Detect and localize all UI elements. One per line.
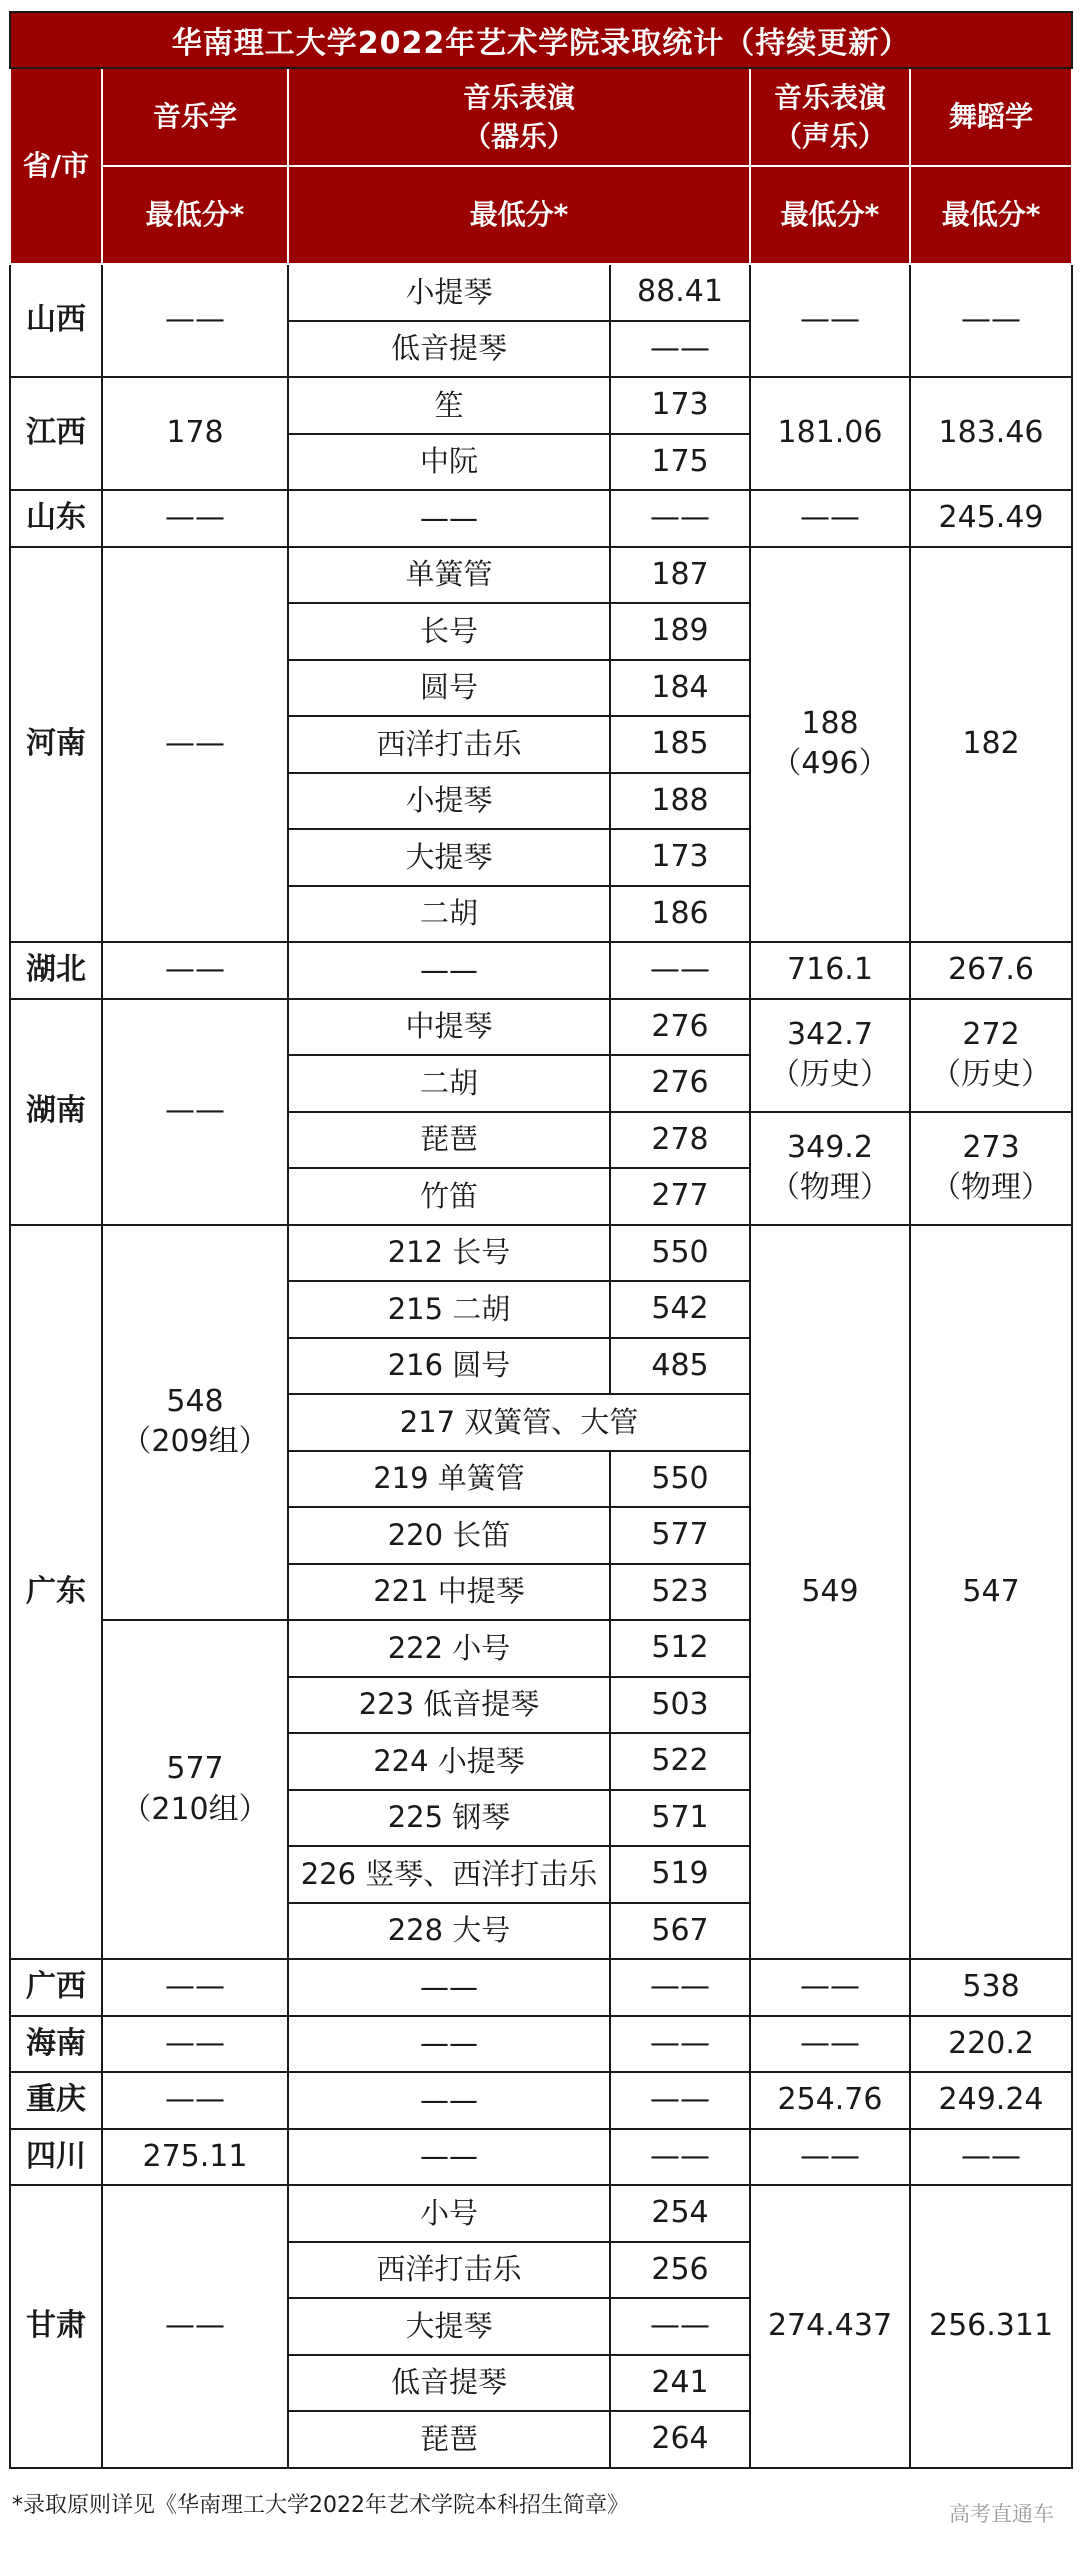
cell-instrument: 小提琴	[288, 264, 610, 321]
cell-music: ——	[102, 2072, 288, 2129]
cell-instrument: 低音提琴	[288, 321, 610, 378]
cell-instrument: 217 双簧管、大管	[288, 1394, 750, 1451]
province-guangdong: 广东	[10, 1225, 102, 1960]
header-dance: 舞蹈学	[910, 68, 1072, 166]
cell-music: ——	[102, 999, 288, 1225]
header-music: 音乐学	[102, 68, 288, 166]
cell-instrument: 219 单簧管	[288, 1451, 610, 1508]
header-instrumental: 音乐表演 （器乐）	[288, 68, 750, 166]
cell-inst-score: 278	[610, 1112, 750, 1169]
cell-dance: 220.2	[910, 2016, 1072, 2073]
cell-inst-score: 187	[610, 547, 750, 604]
province-guangxi: 广西	[10, 1959, 102, 2016]
header-min-score-vocal: 最低分*	[750, 166, 910, 264]
cell-instrument: ——	[288, 2072, 610, 2129]
cell-dance: 547	[910, 1225, 1072, 1960]
cell-instrument: 221 中提琴	[288, 1564, 610, 1621]
header-min-score-dance: 最低分*	[910, 166, 1072, 264]
cell-instrument: 中阮	[288, 434, 610, 491]
cell-inst-score: 277	[610, 1168, 750, 1225]
cell-instrument: 竹笛	[288, 1168, 610, 1225]
cell-inst-score: 186	[610, 886, 750, 943]
cell-inst-score: 188	[610, 773, 750, 830]
cell-inst-score: 241	[610, 2355, 750, 2412]
cell-instrument: 228 大号	[288, 1903, 610, 1960]
province-shanxi: 山西	[10, 264, 102, 377]
cell-instrument: 226 竖琴、西洋打击乐	[288, 1846, 610, 1903]
cell-instrument: 西洋打击乐	[288, 716, 610, 773]
cell-vocal: ——	[750, 490, 910, 547]
cell-inst-score: 485	[610, 1338, 750, 1395]
cell-inst-score: 503	[610, 1677, 750, 1734]
cell-inst-score: 254	[610, 2185, 750, 2242]
cell-instrument: 大提琴	[288, 829, 610, 886]
cell-dance: 183.46	[910, 377, 1072, 490]
cell-instrument: 225 钢琴	[288, 1790, 610, 1847]
cell-vocal: 274.437	[750, 2185, 910, 2468]
cell-inst-score: 184	[610, 660, 750, 717]
cell-dance: ——	[910, 264, 1072, 377]
cell-inst-score: 185	[610, 716, 750, 773]
cell-inst-score: ——	[610, 1959, 750, 2016]
cell-instrument: 圆号	[288, 660, 610, 717]
cell-instrument: 低音提琴	[288, 2355, 610, 2412]
table-row	[10, 2072, 1072, 2129]
cell-vocal-history: 342.7 （历史）	[750, 999, 910, 1112]
cell-inst-score: ——	[610, 942, 750, 999]
province-sichuan: 四川	[10, 2129, 102, 2186]
table-row	[10, 2185, 1072, 2242]
header-vocal: 音乐表演 （声乐）	[750, 68, 910, 166]
cell-vocal: 549	[750, 1225, 910, 1960]
cell-inst-score: 173	[610, 377, 750, 434]
admission-score-table	[9, 11, 1073, 2469]
cell-instrument: 216 圆号	[288, 1338, 610, 1395]
cell-inst-score: 512	[610, 1620, 750, 1677]
cell-instrument: 西洋打击乐	[288, 2242, 610, 2299]
cell-vocal-physics: 349.2 （物理）	[750, 1112, 910, 1225]
cell-inst-score: 523	[610, 1564, 750, 1621]
cell-vocal: ——	[750, 264, 910, 377]
cell-vocal: ——	[750, 2016, 910, 2073]
cell-instrument: 222 小号	[288, 1620, 610, 1677]
table-title: 华南理工大学2022年艺术学院录取统计（持续更新）	[10, 12, 1072, 68]
cell-inst-score: 276	[610, 1055, 750, 1112]
cell-instrument: 小号	[288, 2185, 610, 2242]
province-chongqing: 重庆	[10, 2072, 102, 2129]
cell-instrument: 长号	[288, 603, 610, 660]
footnote: *录取原则详见《华南理工大学2022年艺术学院本科招生简章》	[12, 2493, 629, 2518]
cell-dance: 256.311	[910, 2185, 1072, 2468]
cell-inst-score: 519	[610, 1846, 750, 1903]
cell-instrument: 223 低音提琴	[288, 1677, 610, 1734]
cell-instrument: 二胡	[288, 886, 610, 943]
cell-inst-score: ——	[610, 2129, 750, 2186]
province-hunan: 湖南	[10, 999, 102, 1225]
cell-music: ——	[102, 490, 288, 547]
cell-inst-score: 550	[610, 1225, 750, 1282]
cell-inst-score: ——	[610, 321, 750, 378]
cell-inst-score: 175	[610, 434, 750, 491]
table-row	[10, 377, 1072, 434]
table-row	[10, 2129, 1072, 2186]
table-row	[10, 1959, 1072, 2016]
table-row	[10, 1225, 1072, 1282]
cell-inst-score: 88.41	[610, 264, 750, 321]
cell-instrument: 中提琴	[288, 999, 610, 1056]
cell-vocal: 181.06	[750, 377, 910, 490]
cell-inst-score: 567	[610, 1903, 750, 1960]
cell-inst-score: 256	[610, 2242, 750, 2299]
table-row	[10, 942, 1072, 999]
cell-inst-score: 264	[610, 2411, 750, 2468]
cell-inst-score: 571	[610, 1790, 750, 1847]
cell-instrument: ——	[288, 2016, 610, 2073]
cell-instrument: 大提琴	[288, 2298, 610, 2355]
cell-music: ——	[102, 547, 288, 943]
header-province: 省/市	[10, 68, 102, 264]
cell-music: ——	[102, 264, 288, 377]
cell-dance: 538	[910, 1959, 1072, 2016]
cell-dance: 182	[910, 547, 1072, 943]
cell-inst-score: 522	[610, 1733, 750, 1790]
cell-music: ——	[102, 2185, 288, 2468]
table-row	[10, 547, 1072, 604]
cell-music-group-209: 548 （209组）	[102, 1225, 288, 1621]
header-min-score-music: 最低分*	[102, 166, 288, 264]
cell-instrument: 224 小提琴	[288, 1733, 610, 1790]
cell-vocal: 188 （496）	[750, 547, 910, 943]
cell-inst-score: ——	[610, 2072, 750, 2129]
cell-instrument: 小提琴	[288, 773, 610, 830]
cell-inst-score: 542	[610, 1281, 750, 1338]
cell-inst-score: ——	[610, 490, 750, 547]
score-table-frame	[9, 11, 1071, 2469]
cell-instrument: ——	[288, 490, 610, 547]
cell-vocal: ——	[750, 2129, 910, 2186]
cell-music-group-210: 577 （210组）	[102, 1620, 288, 1959]
cell-music: 275.11	[102, 2129, 288, 2186]
cell-dance: ——	[910, 2129, 1072, 2186]
cell-inst-score: 173	[610, 829, 750, 886]
province-gansu: 甘肃	[10, 2185, 102, 2468]
watermark: 高考直通车	[949, 2502, 1054, 2526]
cell-instrument: 单簧管	[288, 547, 610, 604]
cell-instrument: ——	[288, 1959, 610, 2016]
table-row	[10, 999, 1072, 1056]
cell-music: 178	[102, 377, 288, 490]
province-henan: 河南	[10, 547, 102, 943]
cell-instrument: 215 二胡	[288, 1281, 610, 1338]
cell-vocal: ——	[750, 1959, 910, 2016]
cell-dance-history: 272 （历史）	[910, 999, 1072, 1112]
table-row	[10, 264, 1072, 321]
cell-instrument: 二胡	[288, 1055, 610, 1112]
table-row	[10, 490, 1072, 547]
table-row	[10, 2016, 1072, 2073]
cell-instrument: ——	[288, 942, 610, 999]
cell-instrument: 212 长号	[288, 1225, 610, 1282]
cell-music: ——	[102, 1959, 288, 2016]
cell-inst-score: 550	[610, 1451, 750, 1508]
cell-instrument: ——	[288, 2129, 610, 2186]
cell-inst-score: ——	[610, 2298, 750, 2355]
header-min-score-instrumental: 最低分*	[288, 166, 750, 264]
cell-instrument: 笙	[288, 377, 610, 434]
cell-music: ——	[102, 942, 288, 999]
province-hainan: 海南	[10, 2016, 102, 2073]
cell-vocal: 254.76	[750, 2072, 910, 2129]
cell-dance: 267.6	[910, 942, 1072, 999]
cell-instrument: 220 长笛	[288, 1507, 610, 1564]
province-hubei: 湖北	[10, 942, 102, 999]
cell-instrument: 琵琶	[288, 2411, 610, 2468]
province-jiangxi: 江西	[10, 377, 102, 490]
cell-inst-score: 276	[610, 999, 750, 1056]
cell-dance-physics: 273 （物理）	[910, 1112, 1072, 1225]
province-shandong: 山东	[10, 490, 102, 547]
cell-vocal: 716.1	[750, 942, 910, 999]
cell-music: ——	[102, 2016, 288, 2073]
cell-inst-score: ——	[610, 2016, 750, 2073]
cell-dance: 245.49	[910, 490, 1072, 547]
cell-dance: 249.24	[910, 2072, 1072, 2129]
cell-inst-score: 577	[610, 1507, 750, 1564]
cell-instrument: 琵琶	[288, 1112, 610, 1169]
cell-inst-score: 189	[610, 603, 750, 660]
